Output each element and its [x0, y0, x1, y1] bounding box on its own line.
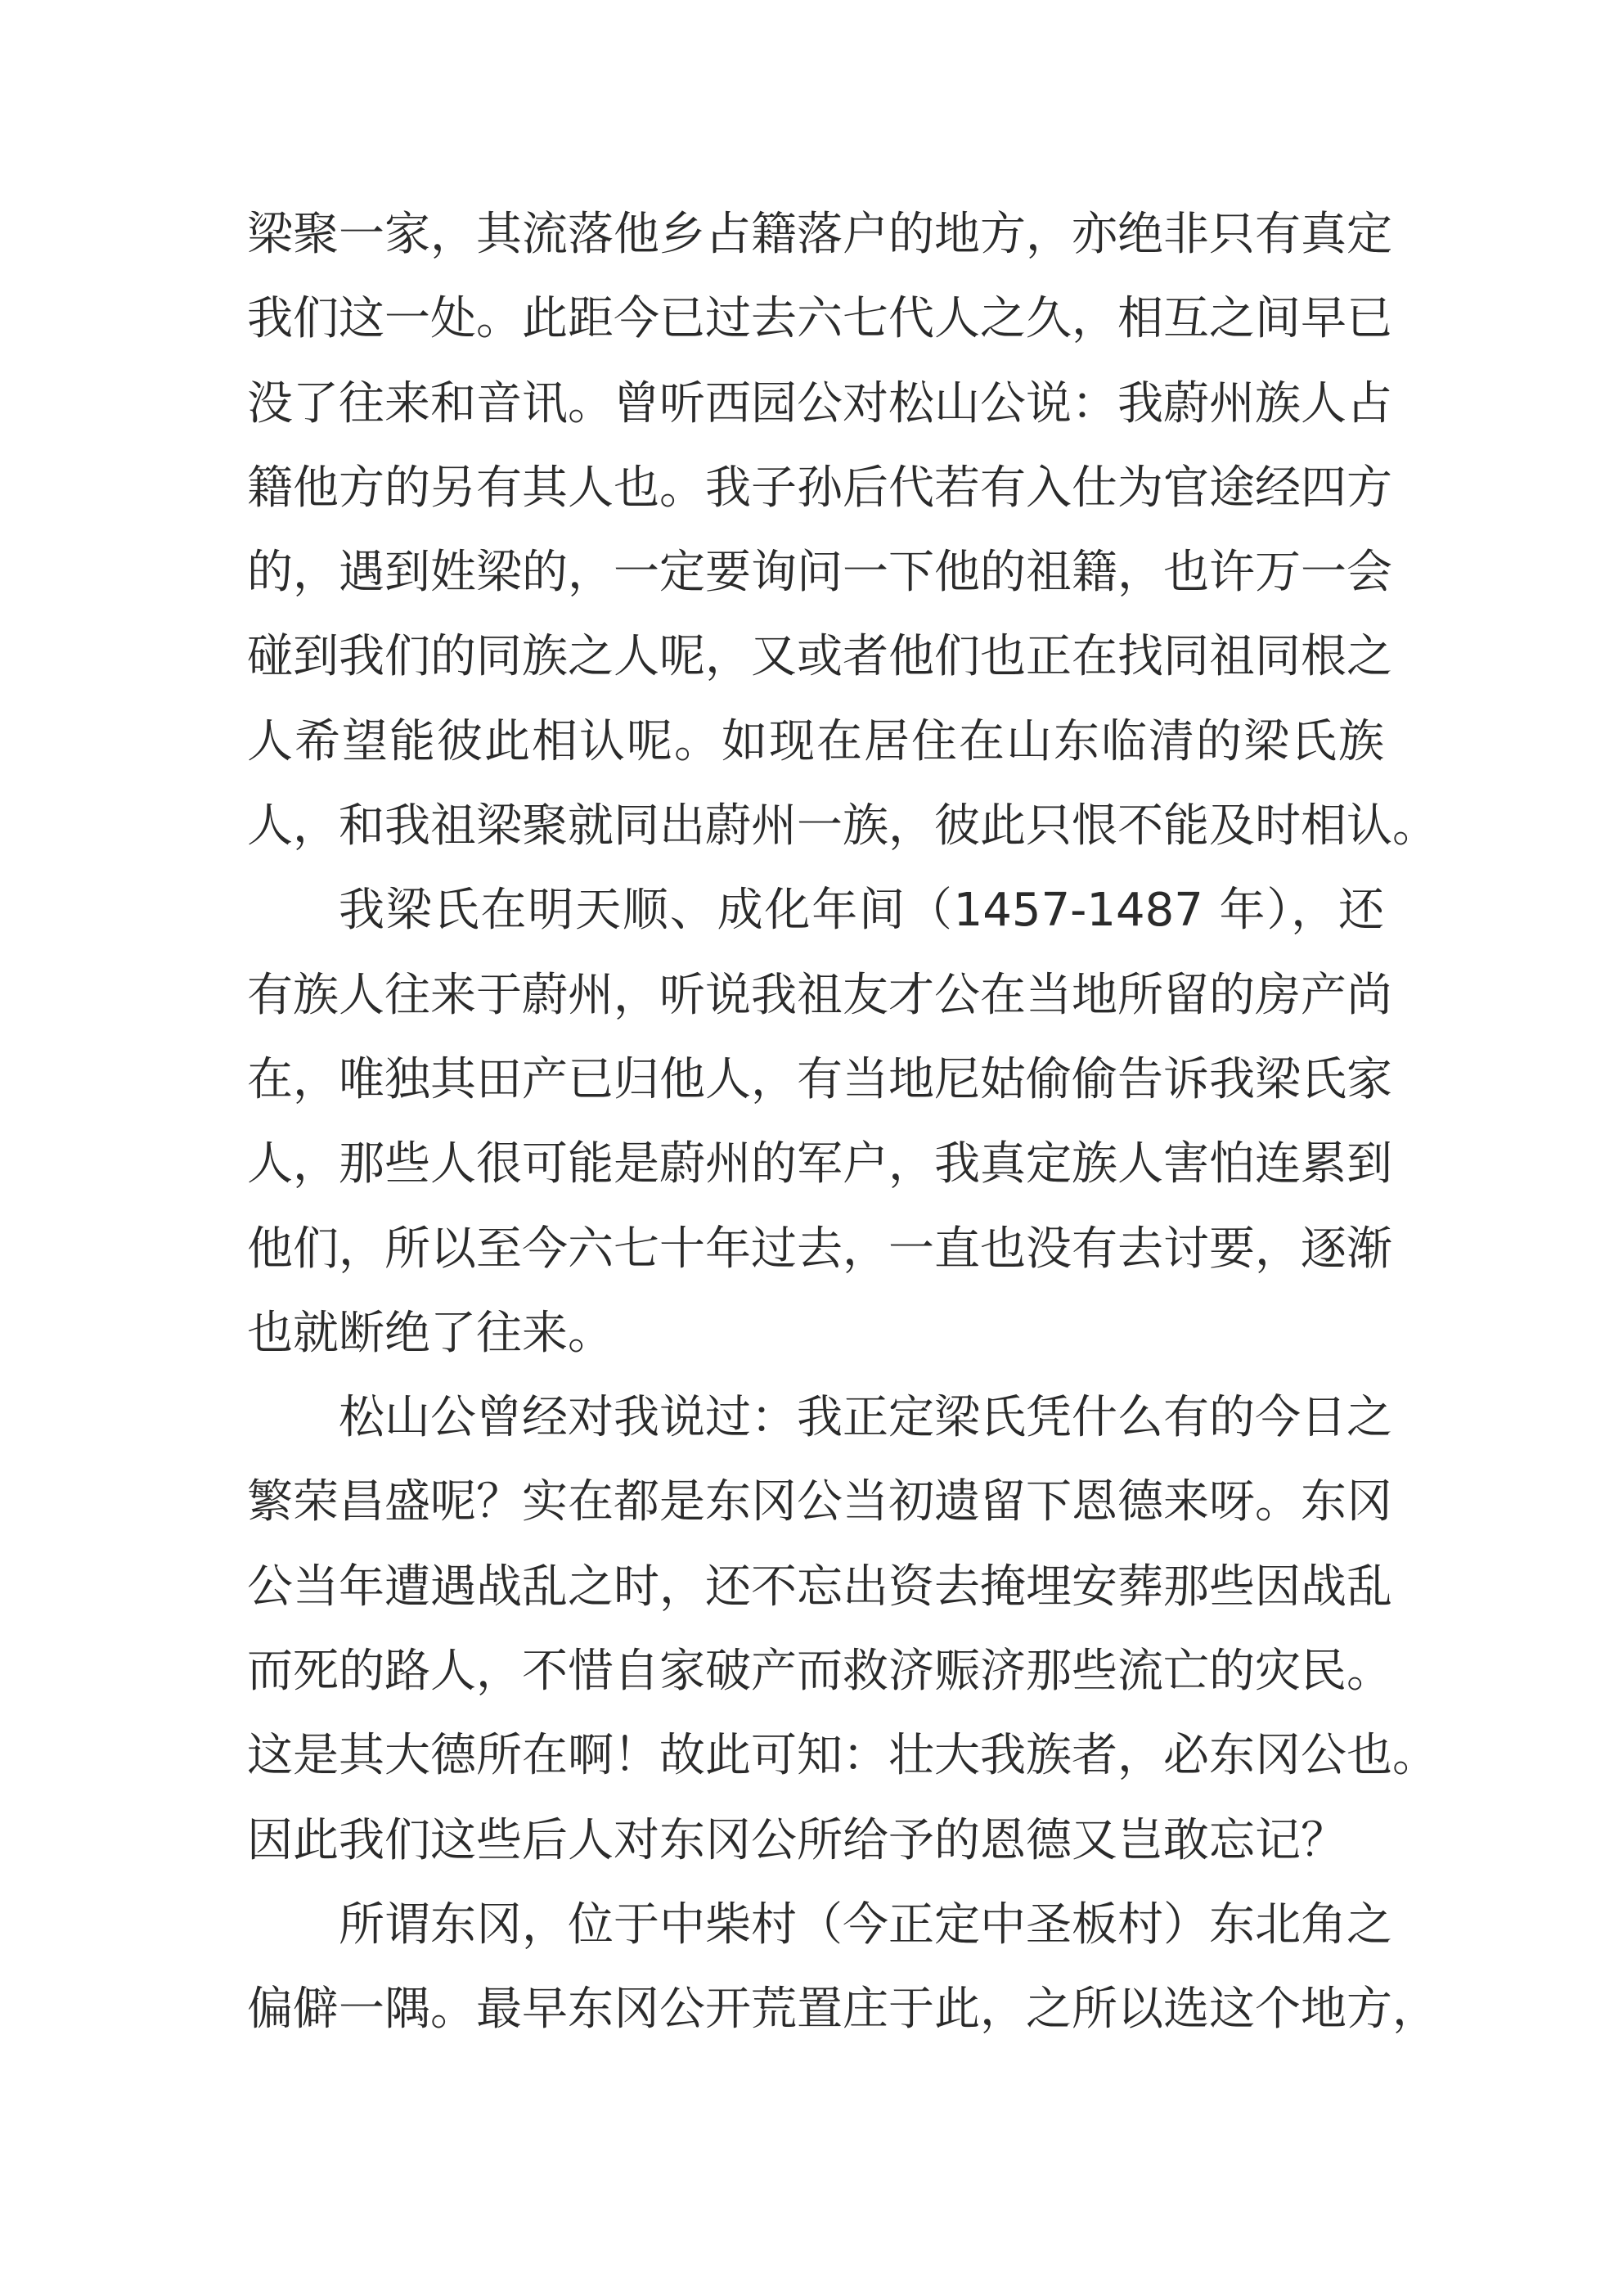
text-line: 所谓东冈，位于中柴村（今正定中圣板村）东北角之	[339, 1898, 1392, 1952]
text-line: 有族人往来于蔚州，听说我祖友才公在当地所留的房产尚	[247, 968, 1392, 1022]
text-line: 也就断绝了往来。	[247, 1306, 614, 1360]
text-line: 偏僻一隅。最早东冈公开荒置庄于此，之所以选这个地方，	[247, 1983, 1438, 2037]
text-line: 我们这一处。此距今已过去六七代人之久，相互之间早已	[247, 292, 1392, 346]
body-text	[247, 192, 1438, 2052]
text-line: 人，那些人很可能是蔚州的军户，我真定族人害怕连累到	[247, 1137, 1392, 1191]
text-line: 而死的路人，不惜自家破产而救济赈济那些流亡的灾民。	[247, 1645, 1392, 1699]
text-line: 的，遇到姓梁的，一定要询问一下他的祖籍，也许万一会	[247, 546, 1392, 600]
text-line: 因此我们这些后人对东冈公所给予的恩德又岂敢忘记？	[247, 1813, 1347, 1867]
text-line: 松山公曾经对我说过：我正定梁氏凭什么有的今日之	[339, 1391, 1392, 1445]
text-line: 梁聚一家，其流落他乡占籍落户的地方，亦绝非只有真定	[247, 208, 1392, 261]
text-line: 这是其大德所在啊！故此可知：壮大我族者，必东冈公也。	[247, 1729, 1438, 1783]
text-line: 籍他方的另有其人也。我子孙后代若有入仕为官途经四方	[247, 461, 1392, 515]
text-line: 人希望能彼此相认呢。如现在居住在山东临清的梁氏族	[247, 714, 1384, 768]
text-line: 人，和我祖梁聚就同出蔚州一族，彼此只恨不能及时相认。	[247, 799, 1438, 853]
text-line: 在，唯独其田产已归他人，有当地尼姑偷偷告诉我梁氏家	[247, 1052, 1392, 1106]
text-line: 公当年遭遇战乱之时，还不忘出资去掩埋安葬那些因战乱	[247, 1560, 1392, 1614]
text-line: 没了往来和音讯。曾听西园公对松山公说：我蔚州族人占	[247, 376, 1392, 430]
text-line: 他们，所以至今六七十年过去，一直也没有去讨要，逐渐	[247, 1222, 1392, 1276]
text-line: 我梁氏在明天顺、成化年间（1457-1487 年），还	[339, 884, 1384, 938]
text-line: 碰到我们的同族之人呢，又或者他们也正在找同祖同根之	[247, 630, 1392, 684]
text-line: 繁荣昌盛呢？实在都是东冈公当初遗留下恩德来呀。东冈	[247, 1475, 1392, 1529]
